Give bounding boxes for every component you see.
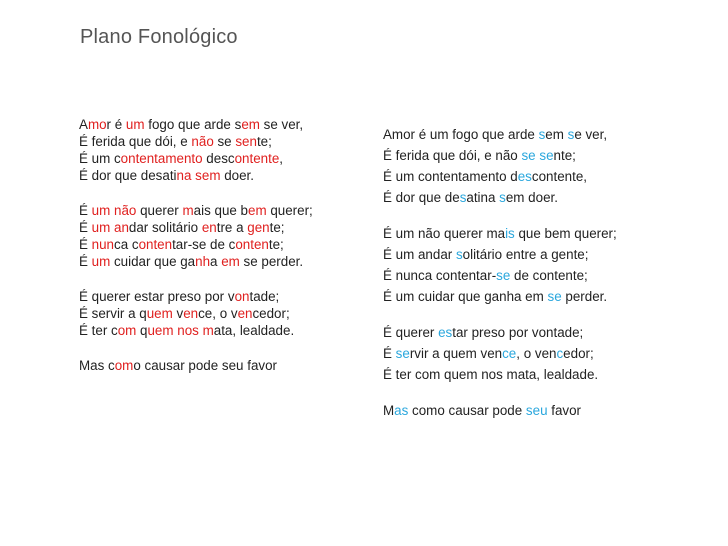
highlight-blue: s xyxy=(567,127,575,142)
highlight-red: um xyxy=(91,203,111,218)
highlight-blue: se xyxy=(496,268,511,283)
text-segment: r é xyxy=(106,117,126,132)
text-segment: olitário entre a gente; xyxy=(462,247,589,262)
poem-line xyxy=(383,168,663,185)
poem-line xyxy=(383,225,663,242)
poem-column-right xyxy=(383,126,663,419)
poem-line xyxy=(79,219,359,236)
highlight-red: gen xyxy=(247,220,270,235)
highlight-red: mo xyxy=(87,117,107,132)
text-segment: se ver, xyxy=(259,117,304,132)
text-segment: É xyxy=(79,254,92,269)
text-segment: favor xyxy=(547,403,582,418)
highlight-red: nos xyxy=(177,323,199,338)
poem-line xyxy=(383,147,663,164)
poem-line xyxy=(79,116,359,133)
highlight-red: en xyxy=(237,306,253,321)
highlight-red: nh xyxy=(195,254,211,269)
text-segment: É um andar xyxy=(383,247,456,262)
text-segment: É servir a q xyxy=(79,306,147,321)
text-segment: rvir a quem ven xyxy=(409,346,503,361)
text-segment: ca c xyxy=(114,237,139,252)
poem-line xyxy=(383,366,663,383)
text-segment: se xyxy=(213,134,236,149)
text-segment: É um contentamento d xyxy=(383,169,518,184)
highlight-red: onten xyxy=(138,237,173,252)
text-segment: É dor que desati xyxy=(79,168,177,183)
text-segment: fogo que arde s xyxy=(144,117,242,132)
highlight-red: onten xyxy=(235,237,269,252)
poem-line xyxy=(383,288,663,305)
text-segment: É xyxy=(79,237,92,252)
text-segment: contente, xyxy=(531,169,587,184)
text-segment: É xyxy=(79,220,92,235)
poem-line xyxy=(383,267,663,284)
text-segment: M xyxy=(383,403,395,418)
text-segment: É um cuidar que ganha em xyxy=(383,289,548,304)
poem-line xyxy=(79,357,359,374)
poem-line xyxy=(79,288,359,305)
text-segment: desc xyxy=(202,151,235,166)
highlight-blue: s xyxy=(538,127,546,142)
text-segment: querer; xyxy=(266,203,313,218)
text-segment: que bem querer; xyxy=(514,226,617,241)
text-segment: te; xyxy=(256,134,272,149)
text-segment: em doer. xyxy=(505,190,558,205)
poem-line xyxy=(79,305,359,322)
highlight-red: sem xyxy=(195,168,221,183)
highlight-red: om xyxy=(117,323,137,338)
text-segment: ce, o v xyxy=(198,306,238,321)
poem-line xyxy=(79,322,359,339)
text-segment: cuidar que ga xyxy=(110,254,196,269)
text-segment: É xyxy=(79,203,92,218)
highlight-red: m xyxy=(182,203,194,218)
text-segment: em xyxy=(545,127,568,142)
highlight-red: on xyxy=(234,289,250,304)
highlight-red: sen xyxy=(235,134,257,149)
highlight-red: uem xyxy=(147,323,174,338)
text-segment: , o ven xyxy=(516,346,557,361)
text-segment: q xyxy=(136,323,148,338)
text-segment: tar preso por vontade; xyxy=(452,325,584,340)
text-segment: atina xyxy=(466,190,500,205)
poem-column-left xyxy=(79,116,359,374)
text-segment: v xyxy=(172,306,184,321)
highlight-red: an xyxy=(114,220,129,235)
text-segment: É xyxy=(383,346,396,361)
poem-line xyxy=(79,150,359,167)
text-segment: edor; xyxy=(563,346,594,361)
highlight-red: ontentamento xyxy=(120,151,203,166)
text-segment: te; xyxy=(269,220,285,235)
highlight-blue: se xyxy=(547,289,562,304)
highlight-blue: se xyxy=(539,148,554,163)
text-segment: nte; xyxy=(553,148,576,163)
poem-line xyxy=(383,345,663,362)
text-segment: perder. xyxy=(561,289,608,304)
text-segment: a xyxy=(210,254,222,269)
text-segment: como causar pode xyxy=(408,403,526,418)
highlight-blue: ce xyxy=(502,346,517,361)
text-segment: É querer estar preso por v xyxy=(79,289,235,304)
highlight-blue: s xyxy=(499,190,506,205)
highlight-blue: es xyxy=(517,169,532,184)
highlight-blue: s xyxy=(459,190,467,205)
slide-title: Plano Fonológico xyxy=(80,26,238,48)
highlight-blue: es xyxy=(438,325,453,340)
highlight-red: não xyxy=(191,134,214,149)
poem-line xyxy=(383,324,663,341)
highlight-red: não xyxy=(114,203,137,218)
text-segment: de contente; xyxy=(510,268,588,283)
poem-line xyxy=(79,253,359,270)
text-segment: , xyxy=(279,151,284,166)
highlight-red: om xyxy=(114,358,134,373)
text-segment: te; xyxy=(268,237,284,252)
text-segment: cedor; xyxy=(252,306,290,321)
poem-line xyxy=(79,202,359,219)
poem-line xyxy=(383,126,663,143)
highlight-red: na xyxy=(176,168,192,183)
highlight-red: em xyxy=(241,117,260,132)
highlight-blue: se xyxy=(521,148,536,163)
text-segment: o causar pode seu favor xyxy=(133,358,277,373)
text-segment: ais que b xyxy=(193,203,249,218)
highlight-red: en xyxy=(201,220,217,235)
poem-line xyxy=(79,133,359,150)
highlight-red: uem xyxy=(146,306,173,321)
text-segment: se perder. xyxy=(239,254,304,269)
text-segment: ata, lealdade. xyxy=(213,323,295,338)
poem-line xyxy=(79,236,359,253)
highlight-red: en xyxy=(183,306,199,321)
text-segment: A xyxy=(79,117,88,132)
poem-line xyxy=(383,189,663,206)
highlight-red: um xyxy=(125,117,145,132)
text-segment: É um c xyxy=(79,151,121,166)
text-segment: doer. xyxy=(220,168,254,183)
text-segment: tar-se de c xyxy=(172,237,236,252)
text-segment: e ver, xyxy=(574,127,608,142)
highlight-blue: seu xyxy=(525,403,548,418)
text-segment: tre a xyxy=(216,220,248,235)
text-segment: É ter com quem nos mata, lealdade. xyxy=(383,367,599,382)
text-segment: É dor que de xyxy=(383,190,460,205)
text-segment: É um não querer ma xyxy=(383,226,506,241)
text-segment: É querer xyxy=(383,325,439,340)
text-segment: dar solitário xyxy=(128,220,202,235)
highlight-red: m xyxy=(202,323,214,338)
highlight-red: um xyxy=(91,220,111,235)
highlight-blue: is xyxy=(505,226,515,241)
highlight-red: ontente xyxy=(234,151,280,166)
highlight-red: em xyxy=(248,203,267,218)
highlight-red: em xyxy=(221,254,240,269)
poem-line xyxy=(383,246,663,263)
highlight-red: um xyxy=(91,254,111,269)
text-segment: querer xyxy=(136,203,183,218)
text-segment: É ferida que dói, e não xyxy=(383,148,522,163)
highlight-red: nun xyxy=(91,237,114,252)
text-segment: É ter c xyxy=(79,323,118,338)
text-segment: Mas c xyxy=(79,358,115,373)
text-segment: tade; xyxy=(249,289,280,304)
highlight-blue: as xyxy=(394,403,409,418)
poem-line xyxy=(79,167,359,184)
highlight-blue: s xyxy=(455,247,463,262)
text-segment: É nunca contentar- xyxy=(383,268,497,283)
highlight-blue: se xyxy=(395,346,410,361)
text-segment: Amor é um fogo que arde xyxy=(383,127,539,142)
poem-line xyxy=(383,402,663,419)
text-segment: É ferida que dói, e xyxy=(79,134,192,149)
highlight-blue: c xyxy=(556,346,564,361)
